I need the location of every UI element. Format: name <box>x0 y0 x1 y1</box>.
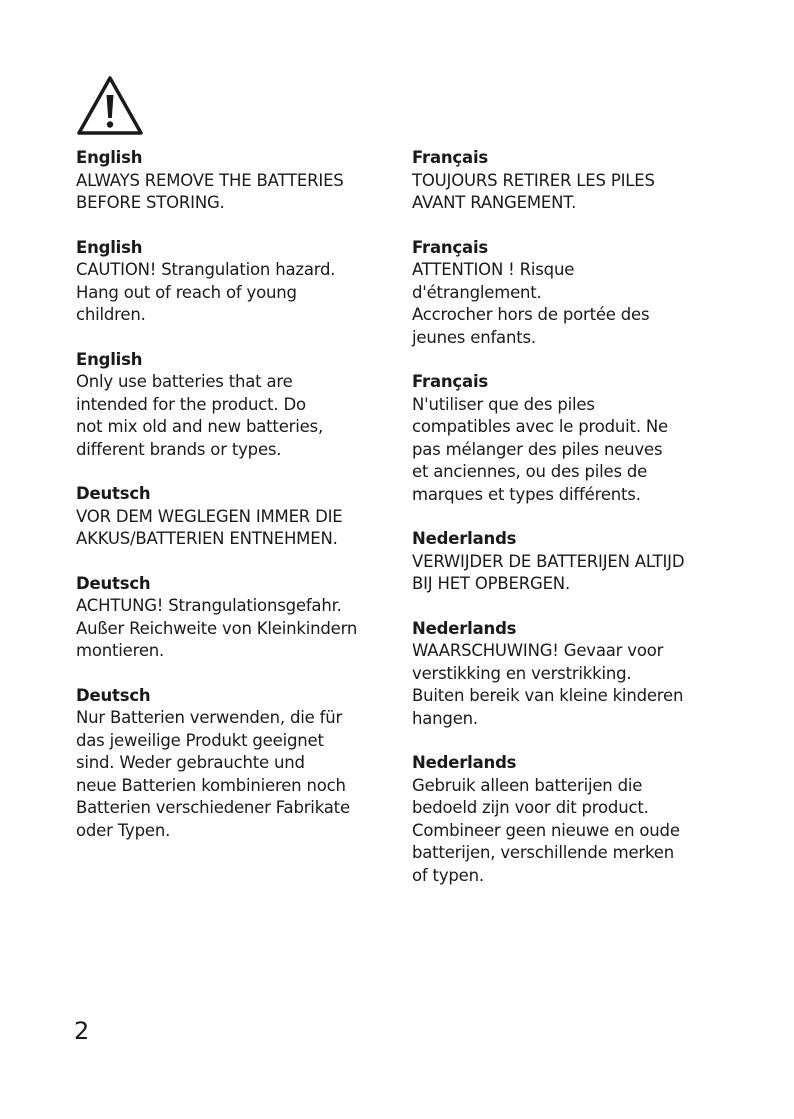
warning-block <box>412 618 732 731</box>
warning-block <box>412 237 732 350</box>
left-column <box>76 147 396 864</box>
language-heading: Français <box>412 372 489 391</box>
language-heading: Nederlands <box>412 618 517 638</box>
language-heading: English <box>76 237 143 257</box>
warning-block <box>412 528 732 596</box>
language-heading: Nederlands <box>412 753 517 772</box>
warning-text: TOUJOURS RETIRER LES PILES AVANT RANGEMENT. <box>412 170 655 212</box>
warning-block <box>76 147 396 215</box>
warning-text: CAUTION! Strangulation hazard. Hang out of reach of young children. <box>76 260 336 324</box>
language-heading: Français <box>412 148 489 167</box>
warning-block <box>412 752 732 887</box>
warning-text: Only use batteries that are intended for the product. Do not mix old and new batteries, different brands or types. <box>76 372 324 459</box>
warning-block <box>76 483 396 551</box>
language-heading: Deutsch <box>76 685 151 705</box>
warning-text: ALWAYS REMOVE THE BATTERIES BEFORE STORING. <box>76 170 344 212</box>
warning-triangle-icon <box>76 74 144 136</box>
language-heading: English <box>76 349 143 369</box>
warning-block <box>76 685 396 843</box>
language-heading: English <box>76 148 143 167</box>
right-column <box>412 147 732 909</box>
warning-text: Gebruik alleen batterijen die bedoeld zijn voor dit product. Combineer geen nieuwe en oude batterijen, verschillende merken of typen. <box>412 775 680 885</box>
language-heading: Deutsch <box>76 484 151 503</box>
warning-text: VOR DEM WEGLEGEN IMMER DIE AKKUS/BATTERIEN ENTNEHMEN. <box>76 506 343 548</box>
warning-text: ACHTUNG! Strangulationsgefahr. Außer Reichweite von Kleinkindern montieren. <box>76 596 358 660</box>
warning-block <box>412 147 732 215</box>
language-heading: Français <box>412 237 489 257</box>
warning-block <box>76 573 396 663</box>
warning-text: WAARSCHUWING! Gevaar voor verstikking en verstrikking. Buiten bereik van kleine kinderen hangen. <box>412 641 684 728</box>
warning-text: Nur Batterien verwenden, die für das jeweilige Produkt geeignet sind. Weder gebrauchte und neue Batterien kombinieren noch Batterien verschiedener Fabrikate oder Typen. <box>76 708 350 840</box>
warning-block <box>76 237 396 327</box>
warning-text: VERWIJDER DE BATTERIJEN ALTIJD BIJ HET OPBERGEN. <box>412 551 685 593</box>
page-number: 2 <box>74 1017 90 1045</box>
language-heading: Deutsch <box>76 573 151 593</box>
warning-text: N'utiliser que des piles compatibles avec le produit. Ne pas mélanger des piles neuves et anciennes, ou des piles de marques et types différents. <box>412 394 669 504</box>
warning-block <box>412 371 732 506</box>
language-heading: Nederlands <box>412 529 517 548</box>
warning-block <box>76 349 396 462</box>
warning-text: ATTENTION ! Risque d'étranglement. Accrocher hors de portée des jeunes enfants. <box>412 260 650 347</box>
